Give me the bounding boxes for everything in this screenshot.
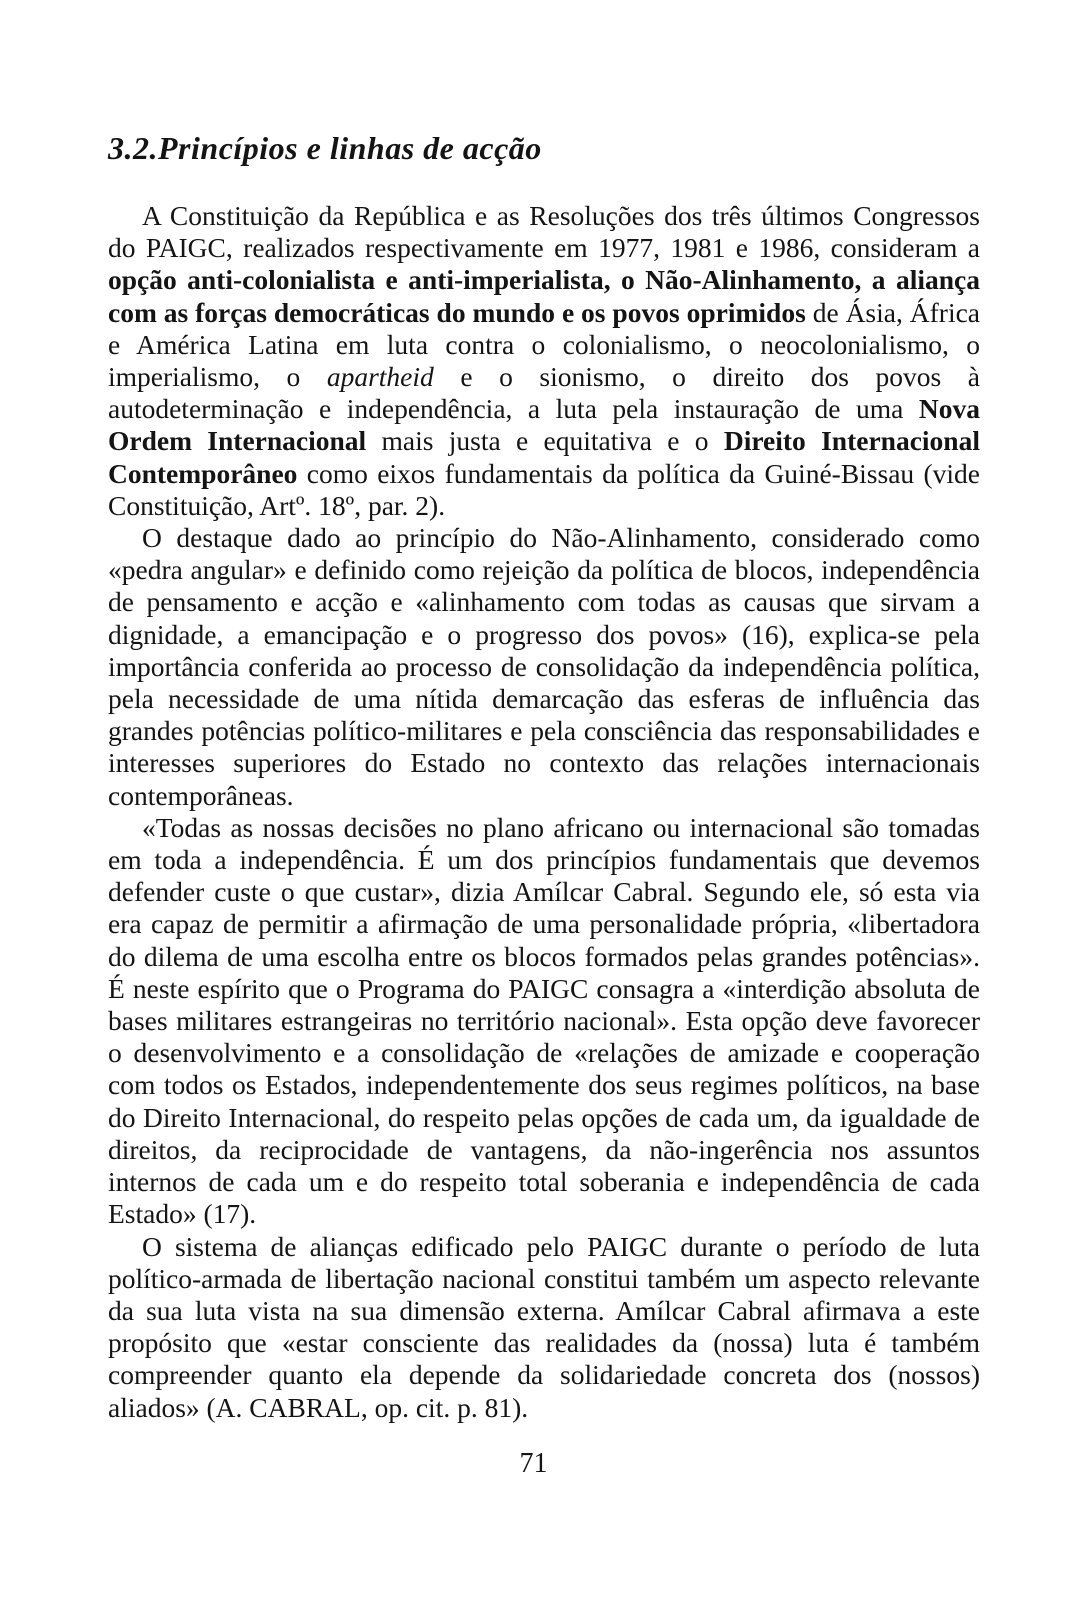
section-heading: 3.2.Princípios e linhas de acção [108,130,542,166]
p1-text-2: de Ásia, África e América Latina em luta contra o colonialismo, o neocolonialismo, o imperialismo, o [108,296,980,393]
p1-bold-1: opção anti-colonialista e anti-imperialista, o Não-Alinhamento, a aliança com as forças democráticas do mundo e os povos oprimidos [108,264,980,328]
p1-text-5: como eixos fundamentais da política da Guiné-Bissau (vide Constituição, Artº. 18º, par. 2). [108,457,980,521]
paragraph-3: «Todas as nossas decisões no plano africano ou internacional são tomadas em toda a independência. É um dos princípios fundamentais que devemos defender custe o que custar», dizia Amílcar Cabral. Segundo ele, só esta via era capaz de permitir a afirmação de uma personalidade própria, «libertadora do dilema de uma escolha entre os blocos formados pelas grandes potências». É neste espírito que o Programa do PAIGC consagra a «interdição absoluta de bases militares estrangeiras no território nacional». Esta opção deve favorecer o desenvolvimento e a consolidação de «relações de amizade e cooperação com todos os Estados, independentemente dos seus regimes políticos, na base do Direito Internacional, do respeito pelas opções de cada um, da igualdade de direitos, da reciprocidade de vantagens, da não-ingerência nos assuntos internos de cada um e do respeito total soberania e independência de cada Estado» (17). [108,811,980,1230]
p1-italic-apartheid: apartheid [326,361,434,393]
page-number: 71 [519,1448,548,1479]
page-content [108,128,980,1424]
paragraph-2: O destaque dado ao princípio do Não-Alinhamento, considerado como «pedra angular» e definido como rejeição da política de blocos, independência de pensamento e acção e «alinhamento com todas as causas que sirvam a dignidade, a emancipação e o progresso dos povos» (16), explica-se pela importância conferida ao processo de consolidação da independência política, pela necessidade de uma nítida demarcação das esferas de influência das grandes potências político-militares e pela consciência das responsabilidades e interesses superiores do Estado no contexto das relações internacionais contemporâneas. [108,522,980,811]
paragraph-1 [108,200,980,522]
p1-bold-3: Direito Internacional Contemporâneo [108,425,980,489]
p1-text-4: mais justa e equitativa e o [366,425,724,457]
p1-text-3: e o sionismo, o direito dos povos à autodeterminação e independência, a luta pela instauração de uma [108,361,980,425]
paragraph-4: O sistema de alianças edificado pelo PAIGC durante o período de luta político-armada de libertação nacional constitui também um aspecto relevante da sua luta vista na sua dimensão externa. Amílcar Cabral afirmava a este propósito que «estar consciente das realidades da (nossa) luta é também compreender quanto ela depende da solidariedade concreta dos (nossos) aliados» (A. CABRAL, op. cit. p. 81). [108,1230,980,1423]
p1-bold-2: Nova Ordem Internacional [108,393,980,457]
p1-text-1: A Constituição da República e as Resoluções dos três últimos Congressos do PAIGC, realizados respectivamente em 1977, 1981 e 1986, consideram a [108,200,980,264]
